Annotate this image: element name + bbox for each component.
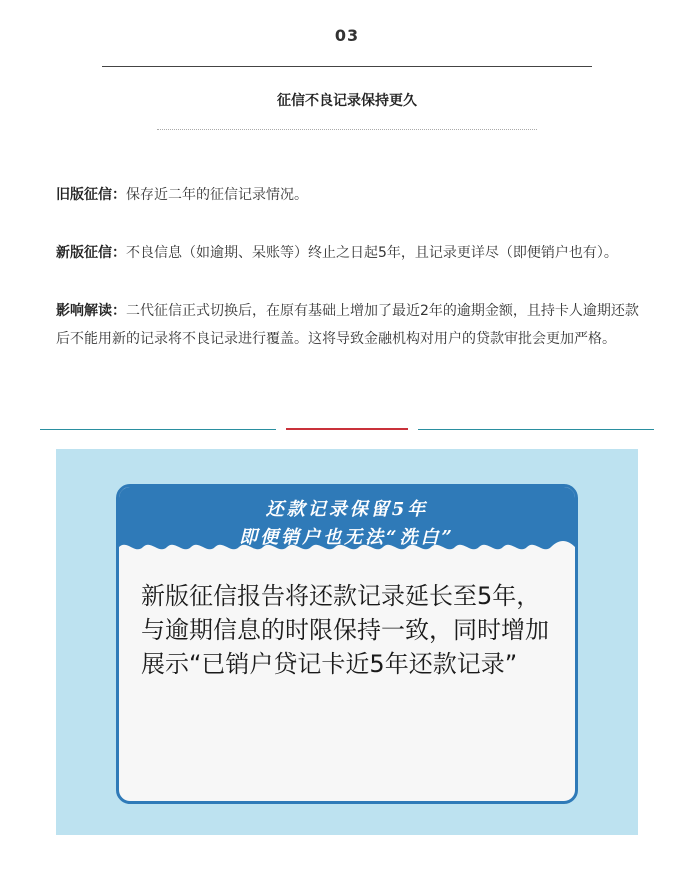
card-body-text: 新版征信报告将还款记录延长至5年，与逾期信息的时限保持一致，同时增加展示“已销户贷记卡近5年还款记录” [141, 582, 549, 678]
paragraph-label: 新版征信： [56, 245, 126, 261]
paragraph-text: 保存近二年的征信记录情况。 [126, 187, 308, 203]
paragraph-impact [56, 297, 646, 353]
card-header [119, 487, 575, 561]
dotted-divider [157, 129, 537, 130]
paragraph-text: 不良信息（如逾期、呆账等）终止之日起5年，且记录更详尽（即便销户也有）。 [126, 245, 618, 261]
divider-segment-right [418, 429, 654, 430]
paragraph-new-credit [56, 239, 646, 267]
section-title: 征信不良记录保持更久 [277, 93, 417, 109]
paragraph-label: 影响解读： [56, 303, 126, 319]
top-divider [102, 66, 592, 67]
card-header-line-2: 即便销户也无法“洗白” [239, 527, 455, 548]
divider-segment-center [286, 428, 408, 430]
paragraph-text: 二代征信正式切换后，在原有基础上增加了最近2年的逾期金额，且持卡人逾期还款后不能用新的记录将不良记录进行覆盖。这将导致金融机构对用户的贷款审批会更加严格。 [56, 303, 639, 347]
divider-segment-left [40, 429, 276, 430]
section-number: 03 [334, 26, 360, 45]
paragraph-label: 旧版征信： [56, 187, 126, 203]
card-header-line-1: 还款记录保留5年 [265, 499, 429, 520]
info-card [116, 484, 578, 804]
paragraph-old-credit [56, 181, 646, 209]
